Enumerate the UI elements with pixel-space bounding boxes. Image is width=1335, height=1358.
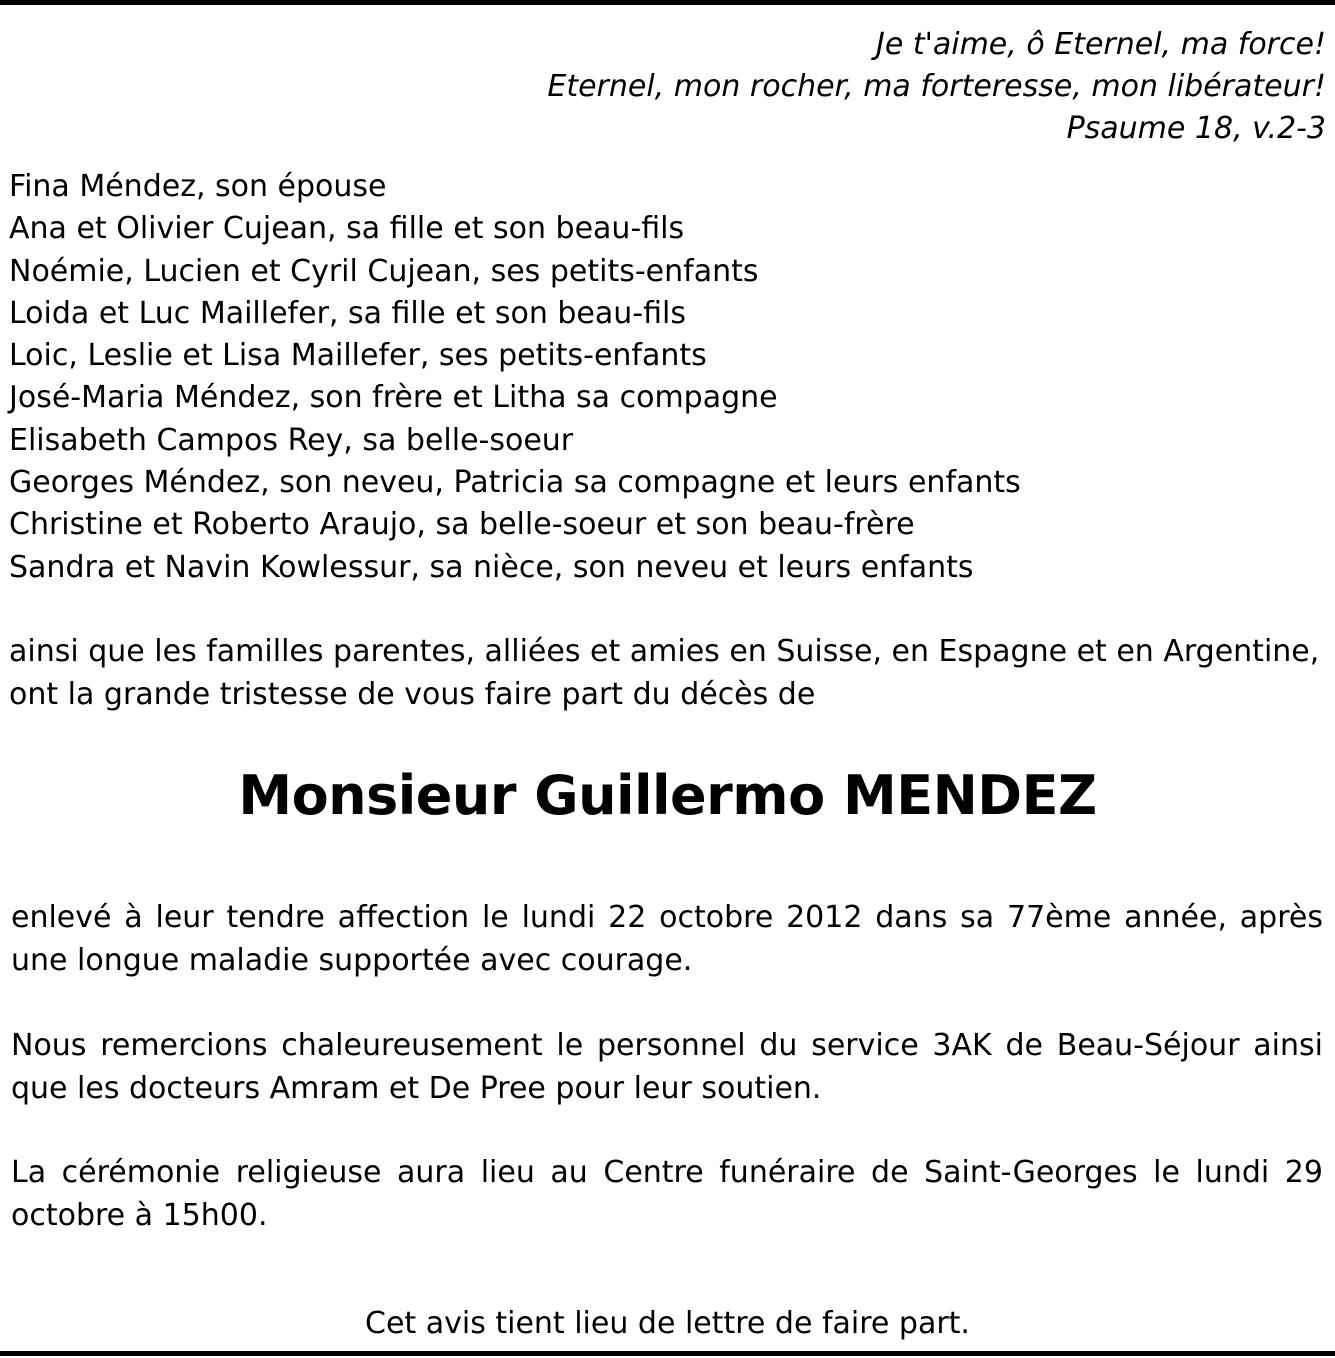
top-border-rule	[0, 0, 1335, 5]
thanks-paragraph: Nous remercions chaleureusement le personnel du service 3AK de Beau-Séjour ainsi que les docteurs Amram et De Pree pour leur soutien.	[11, 1028, 1323, 1106]
family-member: Elisabeth Campos Rey, sa belle-soeur	[9, 422, 574, 458]
family-member: Loic, Leslie et Lisa Maillefer, ses petits-enfants	[9, 338, 707, 374]
family-list	[9, 166, 1021, 589]
death-paragraph: enlevé à leur tendre affection le lundi 22 octobre 2012 dans sa 77ème année, après une longue maladie supportée avec courage.	[11, 900, 1323, 978]
verse-line-1: Je t'aime, ô Eternel, ma force!	[876, 27, 1326, 62]
verse-reference: Psaume 18, v.2-3	[1066, 111, 1326, 146]
family-member: Loida et Luc Maillefer, sa fille et son beau-fils	[9, 295, 686, 331]
verse-line-2: Eternel, mon rocher, ma forteresse, mon libérateur!	[547, 69, 1326, 104]
ceremony-paragraph: La cérémonie religieuse aura lieu au Centre funéraire de Saint-Georges le lundi 29 octobre à 15h00.	[11, 1155, 1323, 1233]
announcement-intro: ainsi que les familles parentes, alliées et amies en Suisse, en Espagne et en Argentine, ont la grande tristesse de vous faire part du décès de	[9, 634, 1320, 712]
family-member: Sandra et Navin Kowlessur, sa nièce, son neveu et leurs enfants	[9, 549, 974, 585]
family-member: Georges Méndez, son neveu, Patricia sa compagne et leurs enfants	[9, 465, 1021, 501]
family-member: Ana et Olivier Cujean, sa fille et son beau-fils	[9, 211, 685, 247]
psalm-verse	[547, 24, 1326, 150]
family-member: Fina Méndez, son épouse	[9, 169, 387, 204]
deceased-name-heading: Monsieur Guillermo MENDEZ	[238, 764, 1097, 827]
family-member: Christine et Roberto Araujo, sa belle-soeur et son beau-frère	[9, 507, 915, 543]
family-member: José-Maria Méndez, son frère et Litha sa compagne	[9, 380, 778, 416]
bottom-border-rule	[0, 1351, 1335, 1356]
family-member: Noémie, Lucien et Cyril Cujean, ses petits-enfants	[9, 253, 759, 289]
closing-note: Cet avis tient lieu de lettre de faire part.	[365, 1306, 970, 1341]
